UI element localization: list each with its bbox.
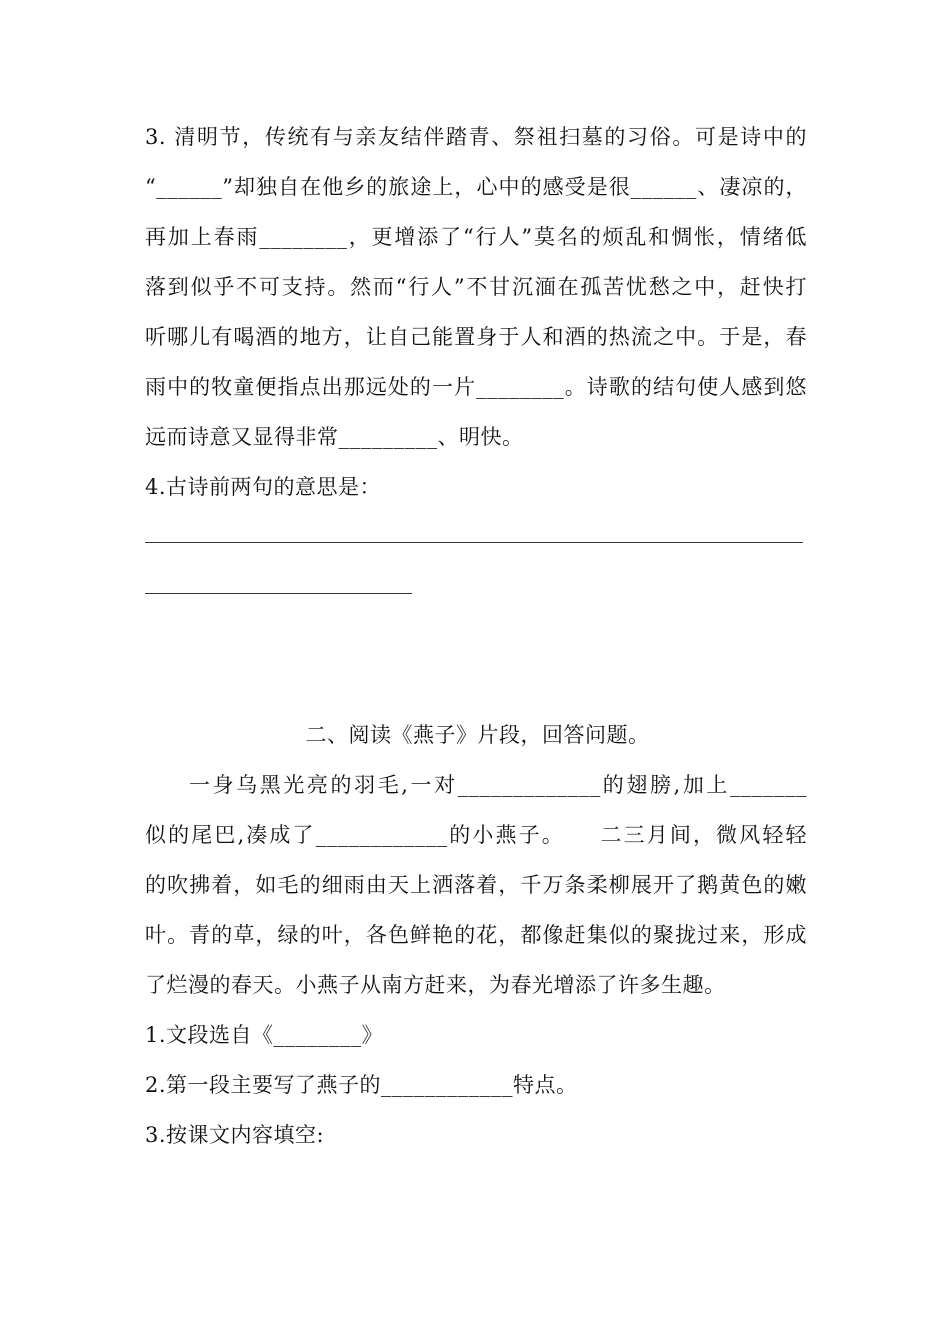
passage-line-5: 了烂漫的春天。小燕子从南方赶来，为春光增添了许多生趣。 [145, 973, 726, 997]
section-title: 二、阅读《燕子》片段，回答问题。 [305, 723, 650, 747]
q3-line-7: 远而诗意又显得非常_________、明快。 [145, 425, 524, 449]
passage-line-1: 一身乌黑光亮的羽毛,一对_____________的翅膀,加上_______ [189, 773, 807, 797]
answer-line-1 [145, 542, 803, 543]
question-2: 2.第一段主要写了燕子的____________特点。 [145, 1073, 578, 1097]
passage-line-2: 似的尾巴,凑成了____________的小燕子。 二三月间，微风轻轻 [145, 823, 807, 847]
q3-line-1: 3. 清明节，传统有与亲友结伴踏青、祭祖扫墓的习俗。可是诗中的 [145, 125, 807, 149]
answer-line-2 [145, 593, 412, 594]
q3-line-4: 落到似乎不可支持。然而“行人”不甘沉湎在孤苦忧愁之中，赶快打 [145, 275, 807, 299]
q3-line-5: 听哪儿有喝酒的地方，让自己能置身于人和酒的热流之中。于是，春 [145, 325, 807, 349]
question-3: 3.按课文内容填空: [145, 1123, 325, 1147]
q3-line-2: “______”却独自在他乡的旅途上，心中的感受是很______、凄凉的， [145, 175, 807, 199]
q3-line-6: 雨中的牧童便指点出那远处的一片________。诗歌的结句使人感到悠 [145, 375, 807, 399]
question-1: 1.文段选自《________》 [145, 1023, 384, 1047]
passage-line-4: 叶。青的草，绿的叶，各色鲜艳的花，都像赶集似的聚拢过来，形成 [145, 923, 807, 947]
q4-prompt: 4.古诗前两句的意思是： [145, 475, 382, 499]
passage-line-3: 的吹拂着，如毛的细雨由天上洒落着，千万条柔柳展开了鹅黄色的嫩 [145, 873, 807, 897]
q3-line-3: 再加上春雨________，更增添了“行人”莫名的烦乱和惆怅，情绪低 [145, 225, 807, 249]
